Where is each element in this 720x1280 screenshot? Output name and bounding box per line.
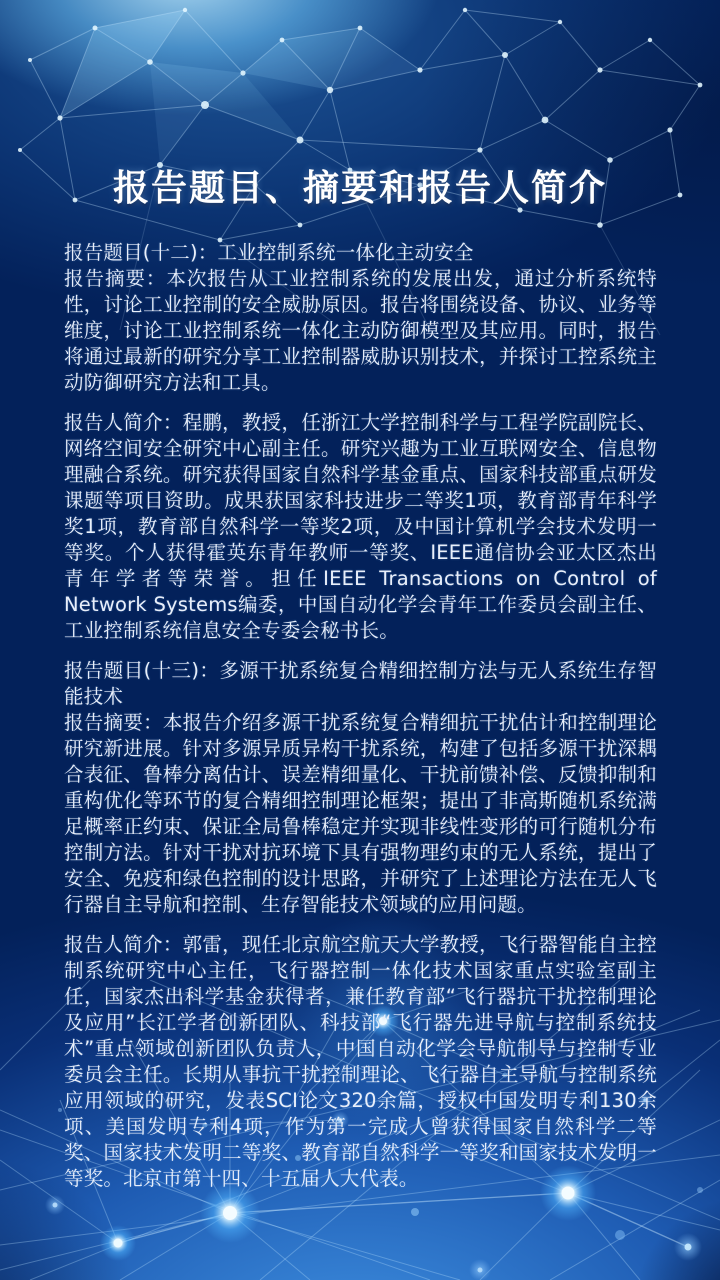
report-section-12: [64, 240, 657, 396]
report-13-abstract: 报告摘要：本报告介绍多源干扰系统复合精细抗干扰估计和控制理论研究新进展。针对多源异质异构干扰系统，构建了包括多源干扰深耦合表征、鲁棒分离估计、误差精细量化、干扰前馈补偿、反馈抑制和重构优化等环节的复合精细控制理论框架；提出了非高斯随机系统满足概率正约束、保证全局鲁棒稳定并实现非线性变形的可行随机分布控制方法。针对干扰对抗环境下具有强物理约束的无人系统，提出了安全、免疫和绿色控制的设计思路，并研究了上述理论方法在无人飞行器自主导航和控制、生存智能技术领域的应用问题。: [64, 711, 657, 916]
speaker-bio-13-text: 报告人简介：郭雷，现任北京航空航天大学教授，飞行器智能自主控制系统研究中心主任，飞行器控制一体化技术国家重点实验室副主任，国家杰出科学基金获得者，兼任教育部“飞行器抗干扰控制理论及应用”长江学者创新团队、科技部“飞行器先进导航与控制系统技术”重点领域创新团队负责人，中国自动化学会导航制导与控制专业委员会主任。长期从事抗干扰控制理论、飞行器自主导航与控制系统应用领域的研究，发表SCI论文320余篇，授权中国发明专利130余项、美国发明专利4项，作为第一完成人曾获得国家自然科学二等奖、国家技术发明二等奖、教育部自然科学一等奖和国家技术发明一等奖。北京市第十四、十五届人大代表。: [64, 933, 657, 1190]
content-area: [64, 240, 657, 1192]
report-12-abstract: 报告摘要：本次报告从工业控制系统的发展出发，通过分析系统特性，讨论工业控制的安全威胁原因。报告将围绕设备、协议、业务等维度，讨论工业控制系统一体化主动防御模型及其应用。同时，报告将通过最新的研究分享工业控制器威胁识别技术，并探讨工控系统主动防御研究方法和工具。: [64, 267, 657, 394]
page-title: 报告题目、摘要和报告人简介: [112, 168, 607, 209]
speaker-bio-12-text: 报告人简介：程鹏，教授，任浙江大学控制科学与工程学院副院长、网络空间安全研究中心副主任。研究兴趣为工业互联网安全、信息物理融合系统。研究获得国家自然科学基金重点、国家科技部重点研发课题等项目资助。成果获国家科技进步二等奖1项，教育部青年科学奖1项，教育部自然科学一等奖2项，及中国计算机学会技术发明一等奖。个人获得霍英东青年教师一等奖、IEEE通信协会亚太区杰出青年学者等荣誉。担任IEEE Transactions on Control of Network Systems编委，中国自动化学会青年工作委员会副主任、工业控制系统信息安全专委会秘书长。: [64, 411, 657, 642]
mesh-facets: [60, 10, 420, 165]
report-12-title: 报告题目(十二)：工业控制系统一体化主动安全: [64, 241, 474, 264]
speaker-bio-12: [64, 410, 657, 644]
speaker-bio-13: [64, 932, 657, 1192]
report-13-title: 报告题目(十三)：多源干扰系统复合精细控制方法与无人系统生存智能技术: [64, 659, 657, 708]
report-section-13: [64, 658, 657, 918]
